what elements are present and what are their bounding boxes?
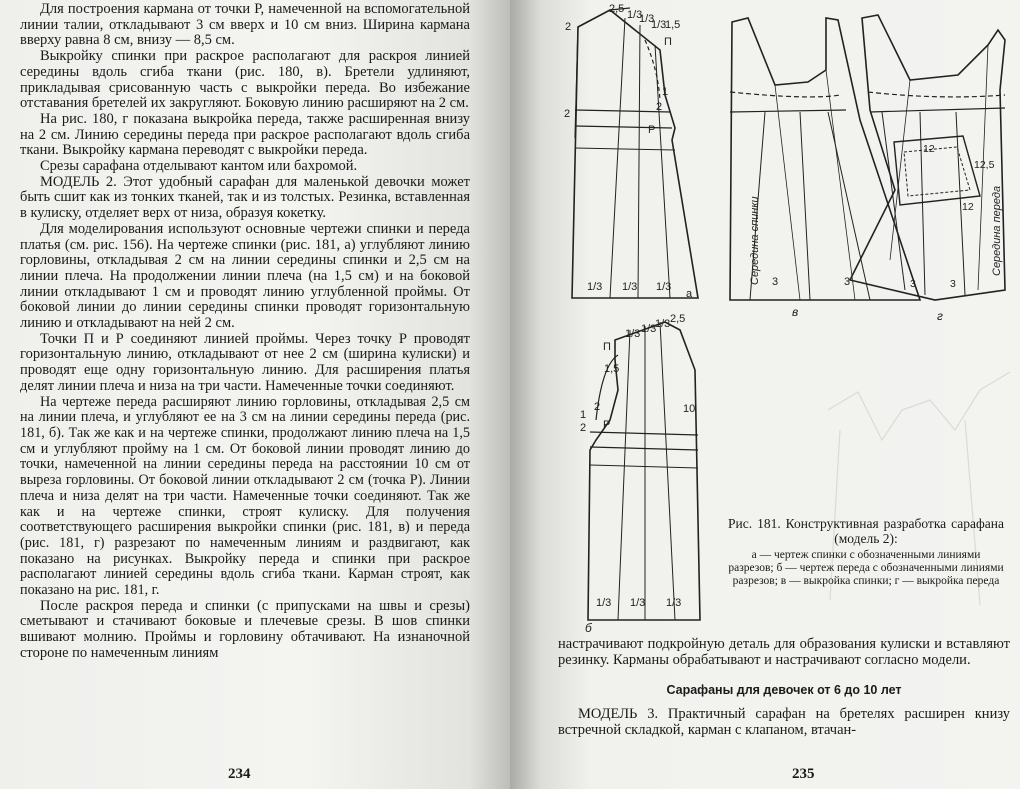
paragraph: МОДЕЛЬ 3. Практичный сарафан на бретелях расширен книзу встречной складкой, карман с клапаном, втачан- — [558, 706, 1010, 738]
point-label: Р — [648, 124, 656, 136]
dim-label: 3 — [772, 276, 779, 288]
dim-label: 1/3 — [651, 19, 667, 31]
dim-label: 2 — [594, 401, 601, 413]
dim-label: 2 — [565, 21, 572, 33]
dim-label: 1,5 — [604, 363, 620, 375]
dim-label: 12 — [962, 201, 974, 213]
dim-label: 1 — [580, 409, 587, 421]
dim-label: 10 — [683, 403, 696, 415]
figure-letter: б — [585, 621, 592, 635]
dim-label: 3 — [950, 278, 956, 290]
paragraph: На чертеже переда расширяют линию горловины, откладывая 2,5 см на линии плеча, и углубляют ее на 3 см на линии середины переда (рис. 181, б). Так же как и на чертеже спинки, продолжают линию плеча на 1,5 см и углубляют пройму на 1 см. От боковой линии проводят линию до точки, намеченной на линии середины переда на расстоянии 10 см от выреза горловины. От боковой линии откладывают 2 см (точка Р). Линии плеча и низа делят на три части. Намеченные точки соединяют. Так же как и на чертеже спинки, строят кулиску. Для получения соответствующего расширения выкройки спинки (рис. 181, в) и переда (рис. 181, г) разрезают по намеченным линиям и раздвигают, как показано на рисунках. Выкройку переда и спинки при раскрое располагают линией середины вдоль сгиба ткани. Карман строят, как показано на рис. 181, г. — [20, 393, 470, 599]
dim-label: 1/3 — [655, 318, 671, 330]
fold-label: Середина спинки — [749, 196, 761, 285]
right-page — [510, 0, 1020, 789]
paragraph: Для построения кармана от точки Р, намеченной на вспомогательной линии талии, откладывают 3 см вверх и 10 см вниз. Ширина кармана вверху равна 8 см, внизу — 8,5 см. — [20, 1, 470, 49]
fold-label: Середина переда — [991, 185, 1003, 276]
dim-label: 2 — [564, 108, 571, 120]
dim-label: 1/3 — [641, 323, 657, 335]
dim-label: 1/3 — [622, 281, 638, 293]
dim-label: 3 — [910, 278, 916, 290]
left-body-text — [20, 2, 470, 662]
right-body-text — [558, 636, 1010, 738]
dim-label: 2 — [656, 101, 663, 113]
dim-label: 2,5 — [609, 3, 625, 15]
paragraph: После раскроя переда и спинки (с припусками на швы и срезы) сметывают и стачивают боковые и плечевые срезы. В шов спинки вшивают молнию. Проймы и горловину обтачивают. На изнаночной стороне по намеченным линиям — [20, 597, 470, 661]
dim-label: 12 — [923, 143, 935, 155]
figure-letter: г — [937, 309, 943, 323]
section-heading: Сарафаны для девочек от 6 до 10 лет — [666, 683, 902, 697]
pattern-g-labels — [910, 143, 1003, 323]
point-label: П — [603, 341, 611, 353]
paragraph: Для моделирования используют основные чертежи спинки и переда платья (см. рис. 156). На чертеже спинки (рис. 181, а) углубляют линию горловины, откладывая 2 см на линии середины спинки и 2,5 см на линии плеча. На продолжении линии плеча (на 1,5 см) и на боковой линии откладывают 1 см и проводят линию углубленной проймы. От боковой линии до линии середины спинки проводят горизонтальную линию и откладывают на ней 2 см. — [20, 220, 470, 332]
paragraph: Точки П и Р соединяют линией проймы. Через точку Р проводят горизонтальную линию, откладывают от нее 2 см (ширина кулиски) и проводят еще одну горизонтальную линию. Для расширения платья делят линии плеча и низа на три части. Намеченные точки соединяют. — [20, 330, 470, 394]
dim-label: 1,5 — [665, 19, 681, 31]
dim-label: 1/3 — [630, 597, 646, 609]
paragraph: Срезы сарафана отделывают кантом или бахромой. — [40, 158, 358, 175]
paragraph: Выкройку спинки при раскрое располагают для раскроя линией середины вдоль сгиба ткани (рис. 180, в). Бретели удлиняют, прикладывая срисованную часть с выкройки переда. Во избежание отставания бретелей их закругляют. Боковую линию расширяют на 2 см. — [20, 48, 470, 112]
paragraph: МОДЕЛЬ 2. Этот удобный сарафан для маленькой девочки может быть сшит как из тонких тканей, так и из толстых. Резинка, вставленная в кулиску, отделяет верх от низа, образуя кокетку. — [20, 173, 470, 222]
dim-label: 12,5 — [974, 159, 995, 171]
page-number-right: 235 — [792, 766, 815, 782]
paragraph: настрачивают подкройную деталь для образования кулиски и вставляют резинку. Карманы обрабатывают и настрачивают согласно модели. — [558, 636, 1010, 668]
dim-label: 1/3 — [656, 281, 672, 293]
figure-caption — [728, 516, 1004, 588]
dim-label: 1/3 — [666, 597, 682, 609]
figure-letter: а — [686, 288, 693, 300]
page-number-left: 234 — [228, 766, 251, 782]
dim-label: 2 — [580, 422, 587, 434]
point-label: Р — [603, 419, 611, 431]
caption-description: а — чертеж спинки с обозначенными линиями разрезов; б — чертеж переда с обозначенными линиями разрезов; в — выкройка спинки; г — выкройка переда — [728, 549, 1004, 587]
pattern-b-labels — [580, 313, 695, 635]
figure-letter: в — [792, 305, 799, 319]
pattern-a-back-draft — [572, 8, 698, 298]
dim-label: 1/3 — [625, 328, 641, 340]
dim-label: 1/3 — [587, 281, 603, 293]
paragraph: На рис. 180, г показана выкройка переда, также расширенная внизу на 2 см. Линию середины переда при раскрое располагают вдоль сгиба ткани. Выкройку кармана переводят с выкройки переда. — [20, 110, 470, 159]
dim-label: 1 — [662, 86, 669, 98]
dim-label: 3 — [844, 276, 851, 288]
dim-label: 1/3 — [639, 13, 655, 25]
dim-label: 1/3 — [627, 9, 643, 21]
point-label: П — [664, 36, 672, 48]
caption-title: Рис. 181. Конструктивная разработка сарафана (модель 2): — [728, 516, 1004, 546]
dim-label: 1/3 — [596, 597, 612, 609]
dim-label: 2,5 — [670, 313, 686, 325]
